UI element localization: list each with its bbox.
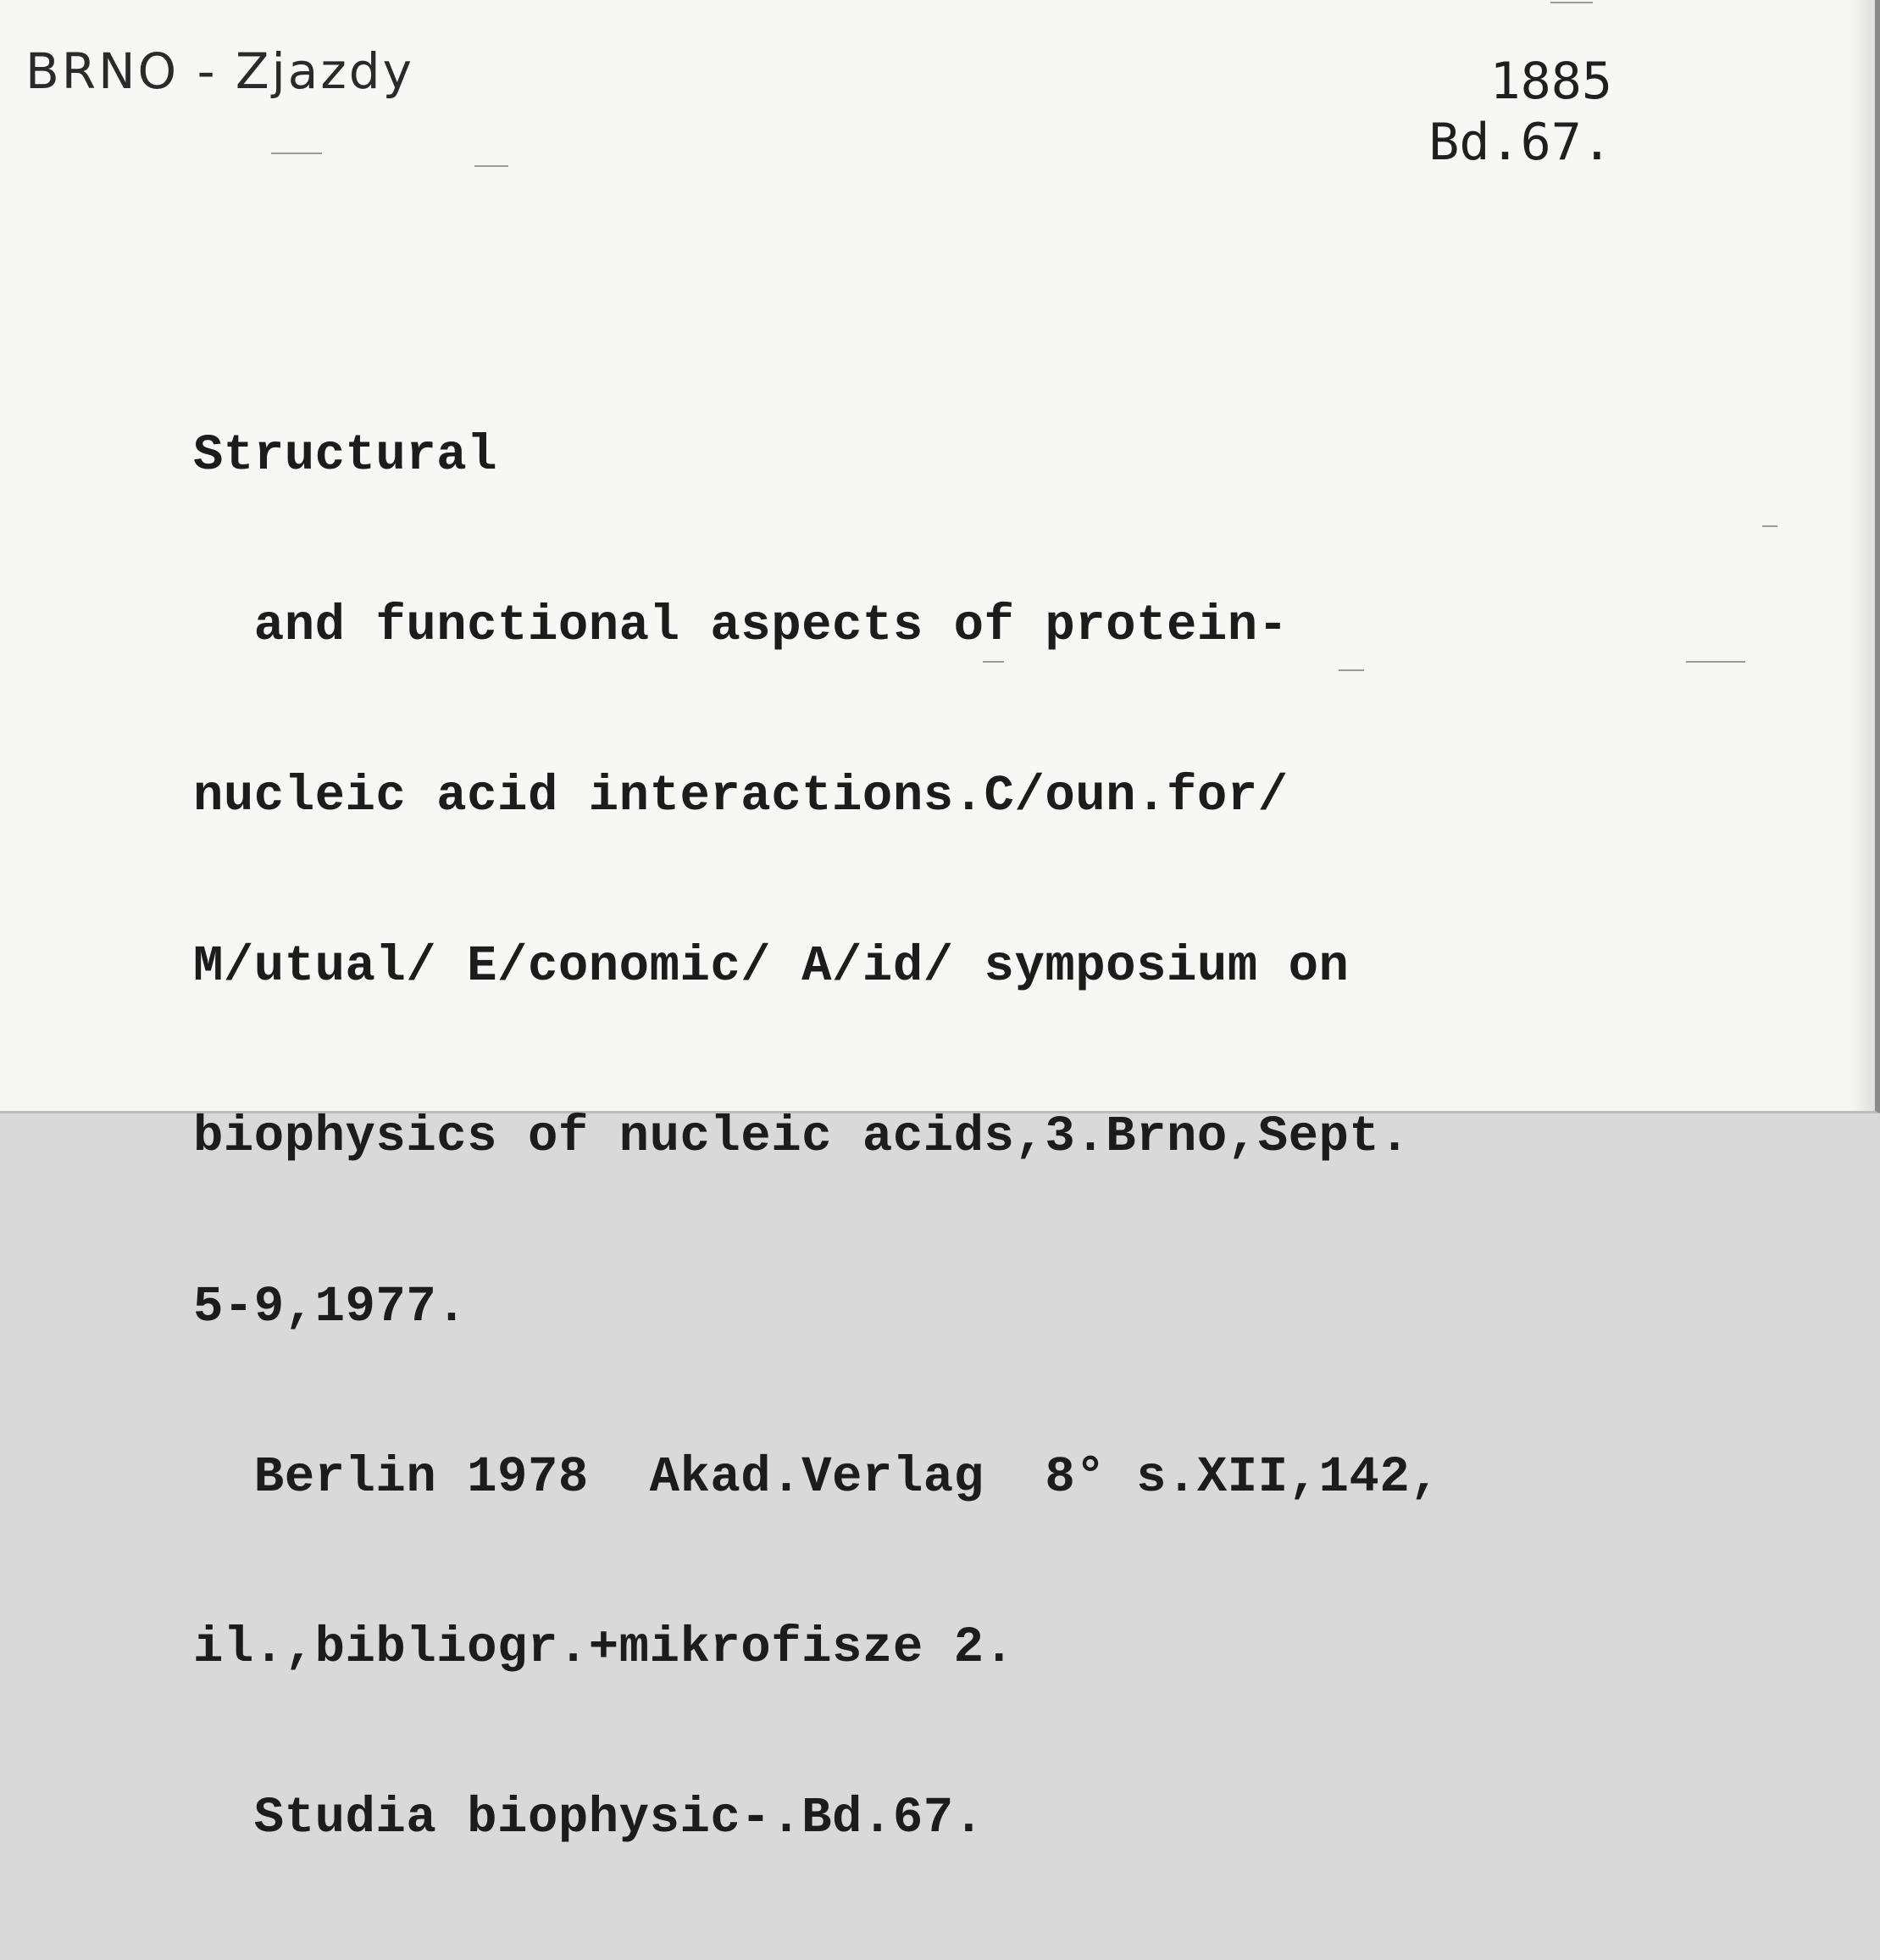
scan-speck: [474, 165, 508, 167]
call-number-volume: Bd.67.: [1428, 113, 1612, 172]
entry-line: M/utual/ E/conomic/ A/id/ symposium on: [193, 938, 1350, 995]
scan-speck: [1339, 669, 1364, 671]
entry-line: Structural: [193, 427, 498, 484]
scan-speck: [983, 661, 1004, 663]
entry-line: Berlin 1978 Akad.Verlag 8° s.XII,142,: [193, 1449, 1441, 1506]
scan-speck: [1550, 2, 1593, 3]
entry-line: and functional aspects of protein-: [193, 597, 1289, 654]
scan-speck: [1762, 525, 1777, 527]
entry-line: il.,bibliogr.+mikrofisze 2.: [193, 1619, 1015, 1676]
entry-line: nucleic acid interactions.C/oun.for/: [193, 768, 1289, 825]
card-heading: BRNO - Zjazdy: [25, 42, 414, 100]
entry-line: Studia biophysic-.Bd.67.: [193, 1790, 984, 1846]
card-edge-shadow: [1849, 0, 1875, 1111]
scan-speck: [1686, 661, 1745, 663]
scan-speck: [271, 153, 322, 154]
call-number-year: 1885: [1489, 52, 1612, 111]
entry-line: 5-9,1977.: [193, 1279, 468, 1335]
entry-line: biophysics of nucleic acids,3.Brno,Sept.: [193, 1108, 1411, 1165]
call-number: [1428, 51, 1612, 173]
bibliographic-entry: [193, 314, 1440, 1960]
